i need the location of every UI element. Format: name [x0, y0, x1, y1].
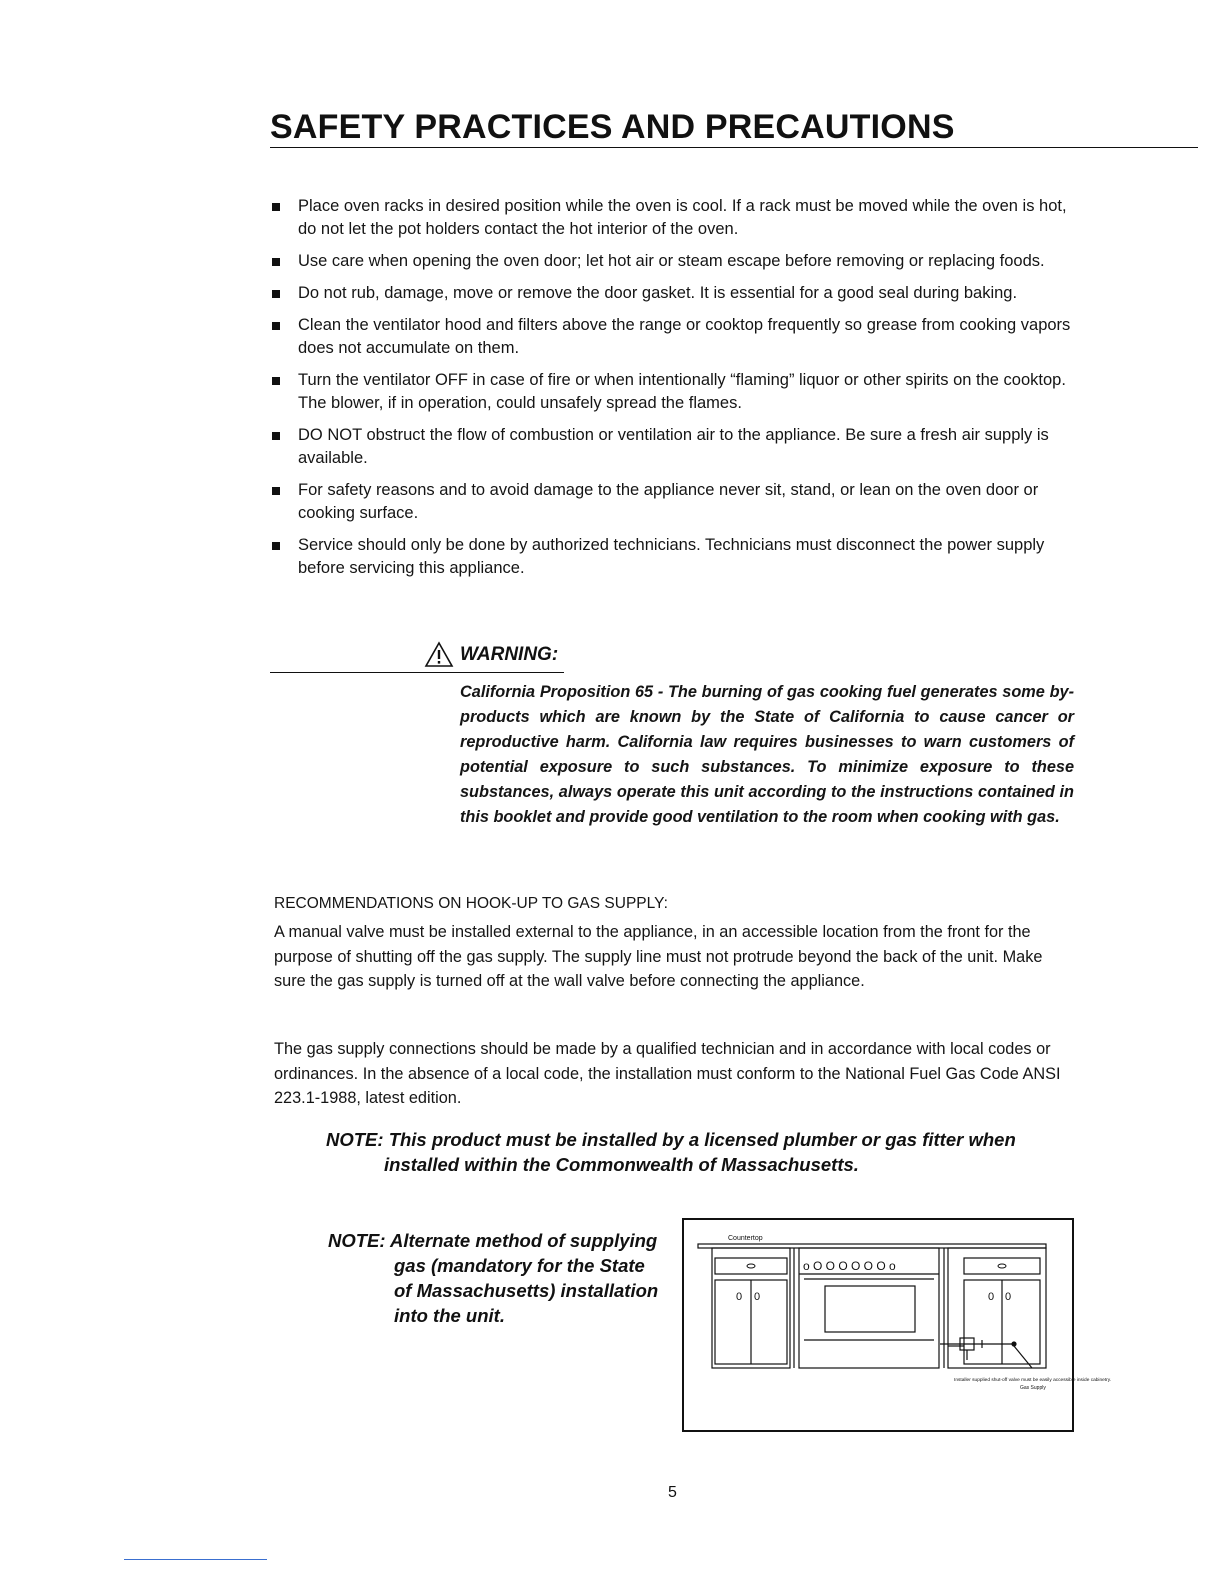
bullet-text: For safety reasons and to avoid damage to the appliance never sit, stand, or lean on the oven door or cooking surface.	[298, 481, 1039, 522]
square-bullet-icon	[272, 432, 280, 440]
warning-heading	[424, 641, 558, 668]
square-bullet-icon	[272, 290, 280, 298]
range-knobs-icon: o O O O O O O o	[803, 1259, 896, 1273]
bullet-text: Use care when opening the oven door; let hot air or steam escape before removing or replacing foods.	[298, 252, 1045, 270]
prop65-warning-text: California Proposition 65 - The burning of gas cooking fuel generates some by-products which are known by the State of California to cause cancer or reproductive harm. California law requires businesses to warn customers of potential exposure to such substances. To minimize exposure to these substances, always operate this unit according to the instructions contained in this booklet and provide good ventilation to the room when cooking with gas.	[460, 683, 1074, 826]
massachusetts-plumber-note	[326, 1127, 1026, 1177]
note-line: gas (mandatory for the State	[394, 1255, 645, 1276]
bullet-item	[272, 534, 1074, 580]
door-knob-icon: 0	[988, 1291, 995, 1303]
bullet-item	[272, 369, 1074, 415]
bullet-text: Do not rub, damage, move or remove the door gasket. It is essential for a good seal during baking.	[298, 284, 1018, 302]
gas-supply-paragraph-2: The gas supply connections should be made by a qualified technician and in accordance with local codes or ordinances. In the absence of a local code, the installation must conform to the National Fuel Gas Code ANSI 223.1-1988, latest edition.	[274, 1040, 1061, 1107]
square-bullet-icon	[272, 203, 280, 211]
square-bullet-icon	[272, 487, 280, 495]
countertop-label: Countertop	[728, 1235, 763, 1242]
door-knob-icon: 0	[754, 1291, 761, 1303]
bullet-text: Place oven racks in desired position while the oven is cool. If a rack must be moved while the oven is hot, do not let the pot holders contact the hot interior of the oven.	[298, 197, 1067, 238]
note-line: of Massachusetts) installation	[394, 1280, 659, 1301]
square-bullet-icon	[272, 377, 280, 385]
note-line: NOTE: Alternate method of supplying	[328, 1230, 658, 1251]
alternate-method-note	[328, 1228, 678, 1328]
bullet-item	[272, 479, 1074, 525]
bullet-text: Service should only be done by authorized technicians. Technicians must disconnect the power supply before servicing this appliance.	[298, 536, 1045, 577]
bullet-item	[272, 424, 1074, 470]
valve-note-label	[954, 1377, 1111, 1383]
note-line: into the unit.	[394, 1305, 505, 1326]
square-bullet-icon	[272, 542, 280, 550]
footer-rule	[124, 1559, 267, 1560]
bullet-text: DO NOT obstruct the flow of combustion or ventilation air to the appliance. Be sure a fresh air supply is available.	[298, 426, 1049, 467]
warning-rule	[270, 672, 564, 673]
valve-note-text: Installer supplied shut-off valve must be easily accessible inside cabinetry.	[954, 1378, 1112, 1383]
bullet-item	[272, 250, 1074, 273]
bullet-text: Clean the ventilator hood and filters above the range or cooktop frequently so grease from cooking vapors does not accumulate on them.	[298, 316, 1071, 357]
door-knob-icon: 0	[736, 1291, 743, 1303]
warning-triangle-icon	[424, 641, 454, 668]
gas-supply-installation-diagram	[682, 1218, 1112, 1432]
square-bullet-icon	[272, 322, 280, 330]
gas-supply-paragraph-1: A manual valve must be installed external to the appliance, in an accessible location from the front for the purpose of shutting off the gas supply. The supply line must not protrude beyond the back of the unit. Make sure the gas supply is turned off at the wall valve before connecting the appliance.	[274, 923, 1043, 990]
bullet-item	[272, 314, 1074, 360]
note-line: installed within the Commonwealth of Massachusetts.	[384, 1154, 859, 1175]
square-bullet-icon	[272, 258, 280, 266]
safety-bullet-list	[272, 195, 1074, 589]
gas-supply-label: Gas Supply	[1020, 1385, 1046, 1391]
page-number: 5	[668, 1484, 677, 1501]
bullet-item	[272, 195, 1074, 241]
door-knob-icon: 0	[1005, 1291, 1012, 1303]
bullet-text: Turn the ventilator OFF in case of fire or when intentionally “flaming” liquor or other spirits on the cooktop. The blower, if in operation, could unsafely spread the flames.	[298, 371, 1066, 412]
note-line: NOTE: This product must be installed by a licensed plumber or gas fitter when	[326, 1129, 1016, 1150]
gas-supply-heading: RECOMMENDATIONS ON HOOK-UP TO GAS SUPPLY:	[274, 895, 668, 912]
page-title: SAFETY PRACTICES AND PRECAUTIONS	[270, 108, 955, 146]
warning-label: WARNING:	[460, 643, 559, 665]
title-underline	[270, 147, 1198, 148]
bullet-item	[272, 282, 1074, 305]
